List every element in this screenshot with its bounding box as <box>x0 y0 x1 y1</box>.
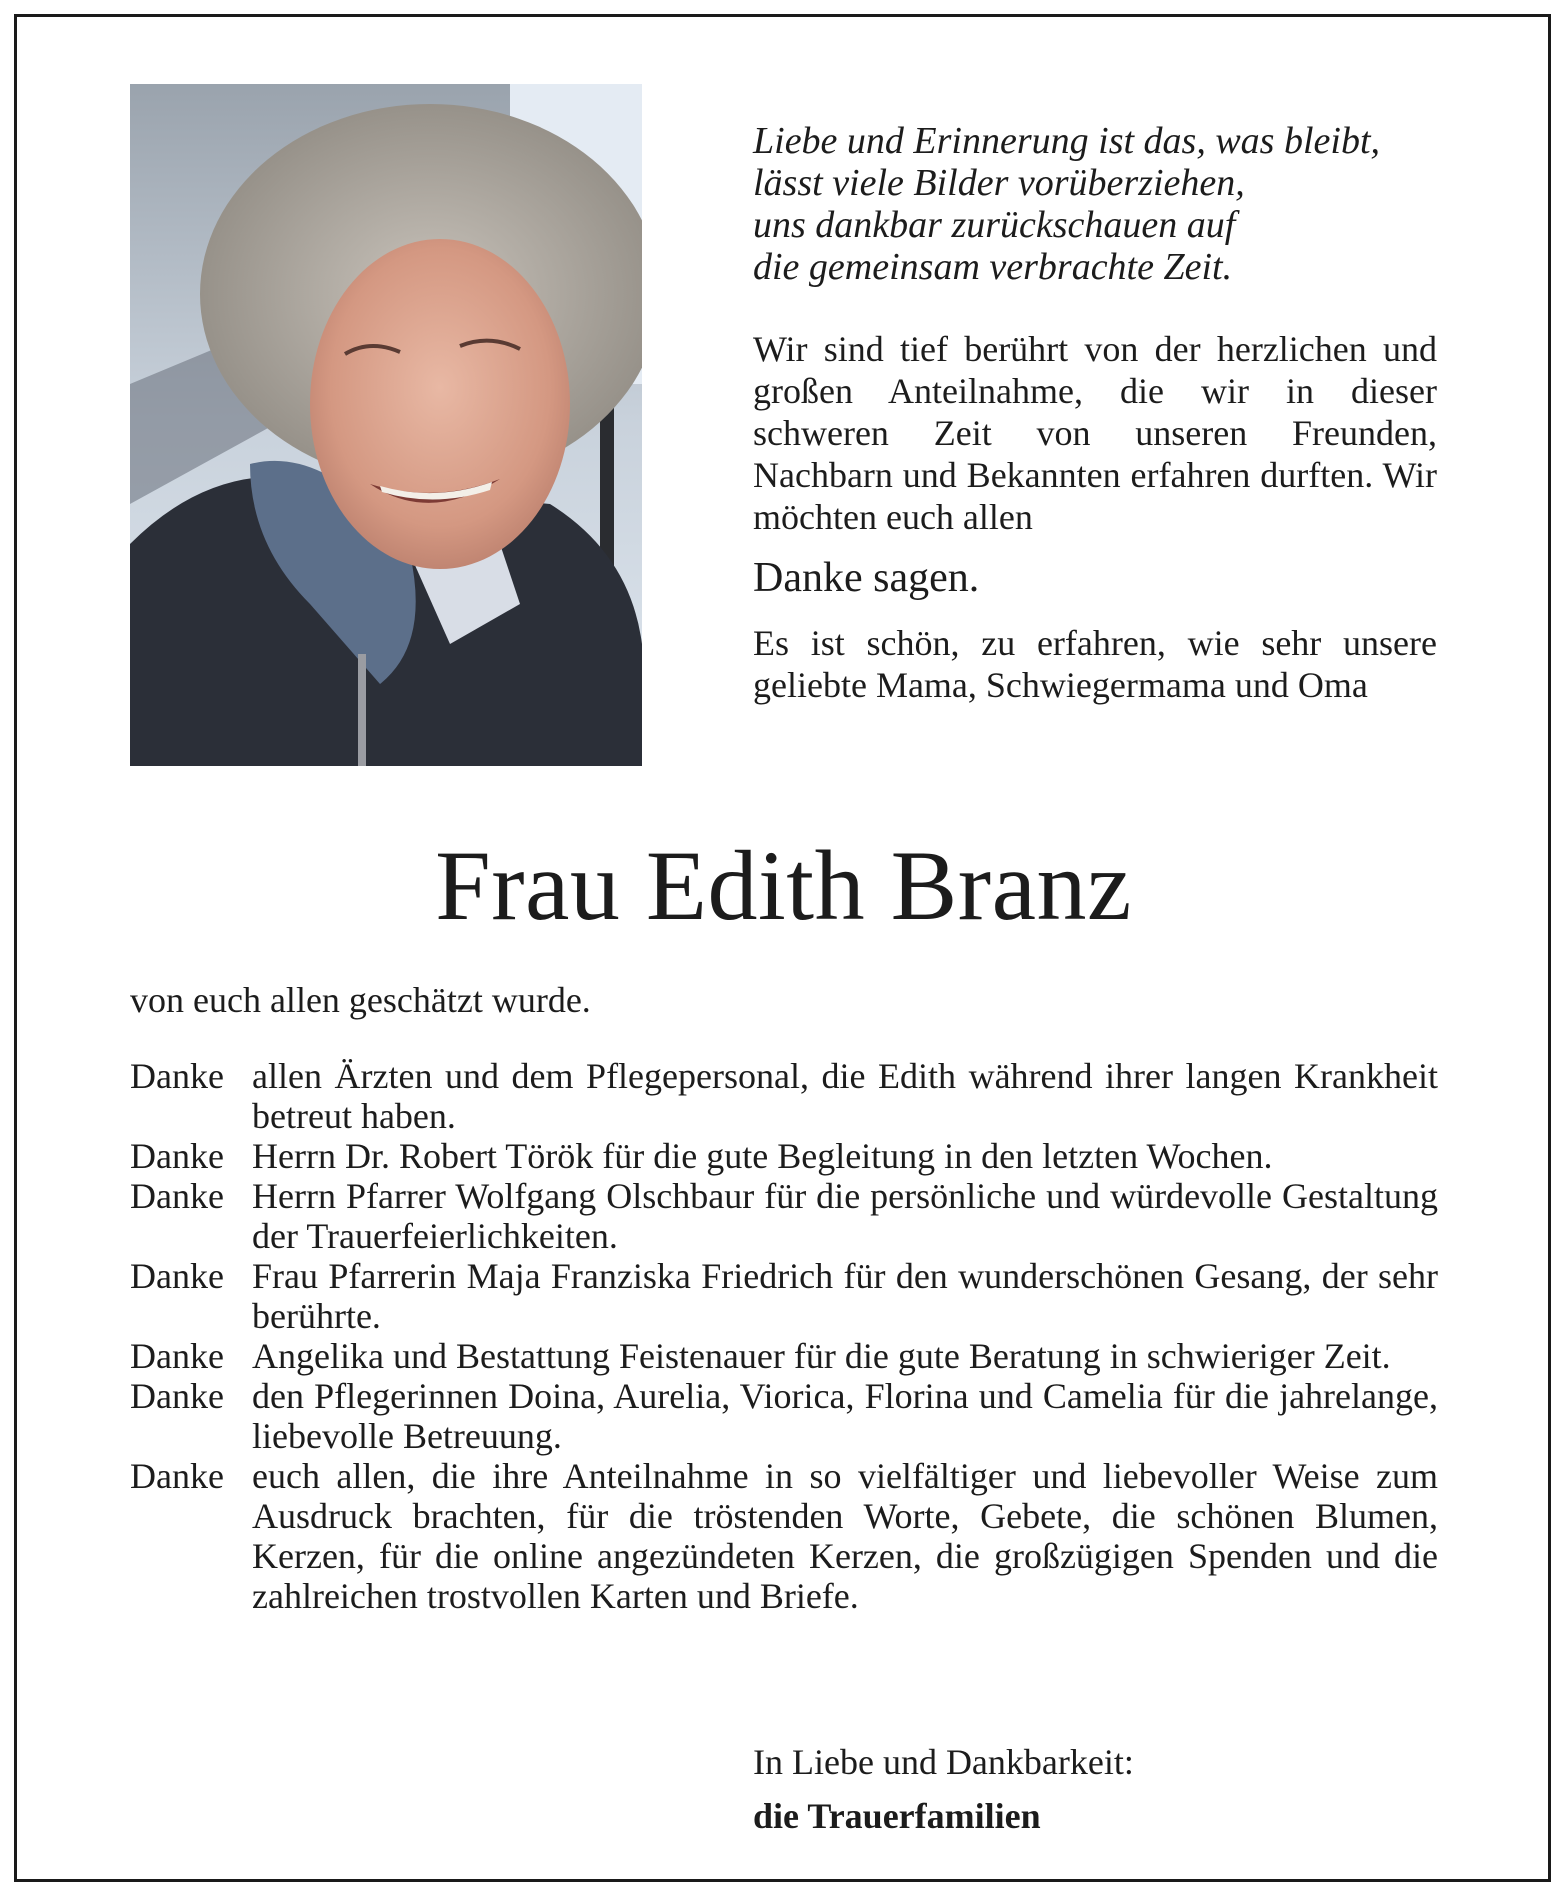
portrait-image <box>130 84 642 766</box>
thanks-item <box>130 1256 1438 1336</box>
thanks-text: den Pflegerinnen Doina, Aurelia, Viorica, Florina und Camelia für die jahrelange, liebevolle Betreuung. <box>252 1376 1438 1456</box>
thanks-keyword: Danke <box>130 1176 224 1216</box>
thanks-text: Angelika und Bestattung Feistenauer für die gute Beratung in schwieriger Zeit. <box>252 1336 1391 1376</box>
verse-line: lässt viele Bilder vorüberziehen, <box>753 162 1245 204</box>
thanks-item <box>130 1376 1438 1456</box>
right-column <box>753 120 1437 706</box>
thanks-keyword: Danke <box>130 1336 224 1376</box>
thanks-text: Herrn Dr. Robert Török für die gute Begleitung in den letzten Wochen. <box>252 1136 1273 1176</box>
thanks-section <box>130 980 1438 1616</box>
verse-line: uns dankbar zurückschauen auf <box>753 204 1236 246</box>
thanks-item <box>130 1336 1438 1376</box>
deceased-name: Frau Edith Branz <box>435 830 1132 941</box>
thanks-text: euch allen, die ihre Anteilnahme in so vielfältiger und liebevoller Weise zum Ausdruck brachten, für die tröstenden Worte, Gebete, die schönen Blumen, Kerzen, für die online angezündeten Kerzen, die großzügigen Spenden und die zahlreichen trostvollen Karten und Briefe. <box>252 1456 1438 1616</box>
portrait-photo <box>130 84 642 766</box>
thanks-keyword: Danke <box>130 1056 224 1096</box>
thanks-keyword: Danke <box>130 1456 224 1496</box>
memorial-verse <box>753 120 1437 288</box>
thanks-item <box>130 1176 1438 1256</box>
thanks-keyword: Danke <box>130 1256 224 1296</box>
verse-line: die gemeinsam verbrachte Zeit. <box>753 246 1233 288</box>
thanks-item <box>130 1456 1438 1616</box>
intro-paragraph-2: Es ist schön, zu erfahren, wie sehr unsere geliebte Mama, Schwiegermama und Oma <box>753 623 1437 705</box>
danke-heading: Danke sagen. <box>753 555 980 601</box>
thanks-list <box>130 1056 1438 1616</box>
lead-line: von euch allen geschätzt wurde. <box>130 980 591 1020</box>
signature-block <box>753 1735 1134 1843</box>
closing-line: In Liebe und Dankbarkeit: <box>753 1742 1134 1782</box>
verse-line: Liebe und Erinnerung ist das, was bleibt, <box>753 120 1380 162</box>
family-signature: die Trauerfamilien <box>753 1796 1041 1836</box>
thanks-item <box>130 1056 1438 1136</box>
thanks-keyword: Danke <box>130 1136 224 1176</box>
thanks-text: Herrn Pfarrer Wolfgang Olschbaur für die persönliche und würdevolle Gestaltung der Trauerfeierlichkeiten. <box>252 1176 1438 1256</box>
intro-paragraph: Wir sind tief berührt von der herzlichen und großen Anteilnahme, die wir in dieser schweren Zeit von unseren Freunden, Nachbarn und Bekannten erfahren durften. Wir möchten euch allen <box>753 329 1437 537</box>
thanks-item <box>130 1136 1438 1176</box>
thanks-text: allen Ärzten und dem Pflegepersonal, die Edith während ihrer langen Krankheit betreut haben. <box>252 1056 1438 1136</box>
thanks-text: Frau Pfarrerin Maja Franziska Friedrich für den wunderschönen Gesang, der sehr berührte. <box>252 1256 1438 1336</box>
thanks-keyword: Danke <box>130 1376 224 1416</box>
